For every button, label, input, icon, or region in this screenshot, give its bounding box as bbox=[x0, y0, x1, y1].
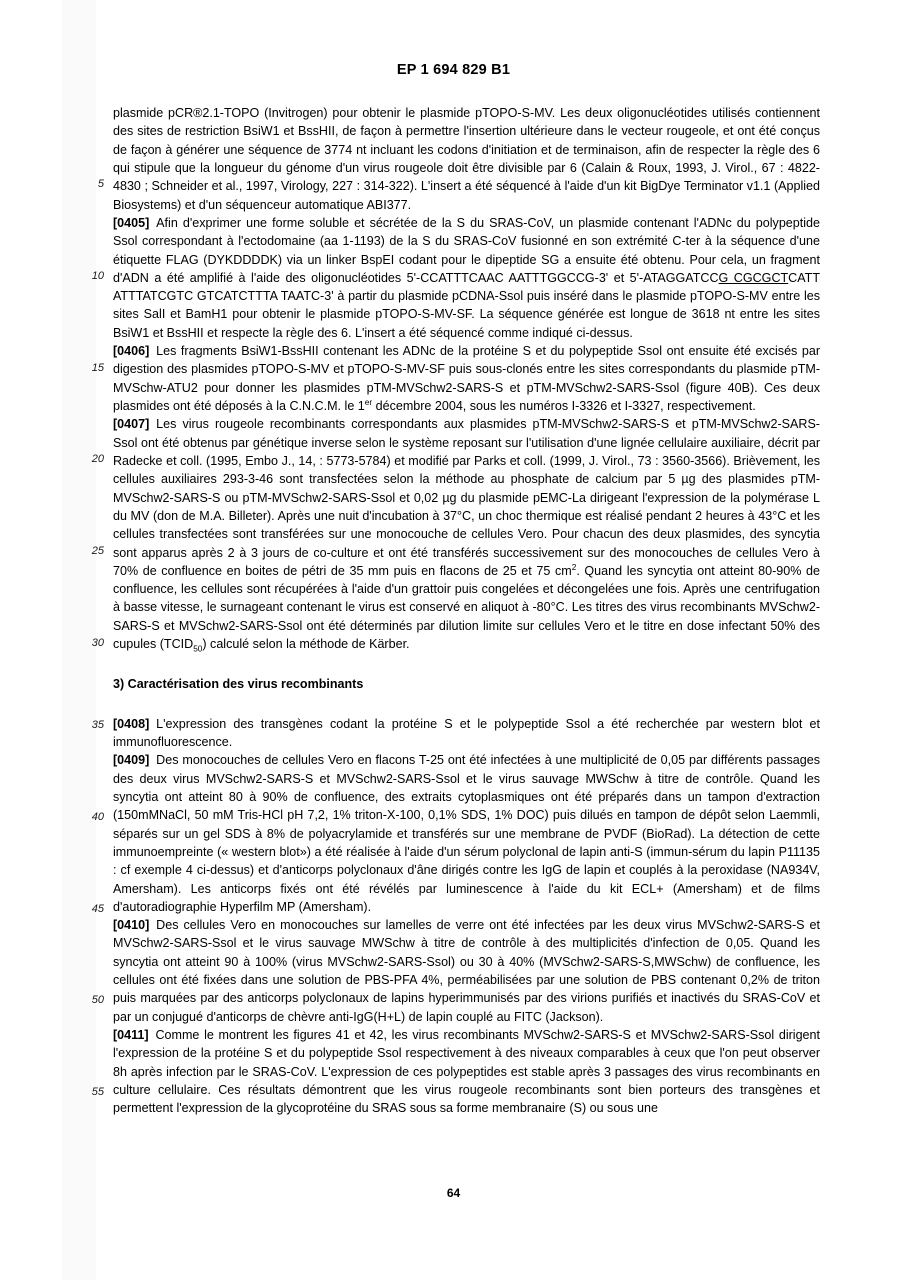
superscript-ordinal: er bbox=[364, 397, 373, 407]
spacer bbox=[113, 694, 820, 715]
line-number-15: 15 bbox=[91, 362, 104, 374]
paragraph-0410 bbox=[113, 916, 820, 1026]
line-number-35: 35 bbox=[91, 719, 104, 731]
paragraph-text: Comme le montrent les figures 41 et 42, les virus recombinants MVSchw2-SARS-S et MVSchw2-SARS-Ssol dirigent l'expression de la protéine S et du polypeptide Ssol respectivement à des niveaux comparables à ceux que l'on peut observer 8h après infection par le SRAS-CoV. L'expression de ces polypeptides est stable après 3 passages des virus recombinants en culture cellulaire. Ces résultats démontrent que les virus rougeole recombinants sont bien porteurs des transgènes et permettent l'expression de la glycoprotéine du SRAS sous sa forme membranaire (S) ou sous une bbox=[113, 1028, 820, 1116]
page-header bbox=[0, 62, 907, 78]
line-number-55: 55 bbox=[91, 1086, 104, 1098]
line-number-45: 45 bbox=[91, 903, 104, 915]
paragraph-text-after-underline: CATT ATTTATCGTC GTCATCTTTA TAATC-3' à partir du plasmide pCDNA-Ssol puis inséré dans le plasmide pTOPO-S-MV entre les sites SalI et BamH1 pour obtenir le plasmide pTOPO-S-MV-SF. La séquence générée est longue de 3618 nt entre les sites BsiW1 et BssHII et respecte la règle des 6. L'insert a été séquencé comme indiqué ci-dessus. bbox=[113, 270, 820, 340]
paragraph-number: [0407] bbox=[113, 417, 150, 432]
header-title: EP 1 694 829 B1 bbox=[396, 62, 511, 78]
paragraph-text: Des cellules Vero en monocouches sur lamelles de verre ont été infectées par les deux virus MVSchw2-SARS-S et MVSchw2-SARS-Ssol et le virus sauvage MWSchw à titre de contrôle à des multiplicités d'infection de 0,05. Quand les syncytia ont atteint 90 à 100% (virus MVSchw2-SARS-Ssol) ou 30 à 40% (MVSchw2-SARS-S,MWSchw) de confluence, les cellules ont été fixées dans une solution de PBS-PFA 4%, perméabilisées par une solution de PBS contenant 0,2% de triton puis marquées par des anticorps polyclonaux de lapins hyperimmunisés par des virions purifiés et inactivés du SRAS-CoV et par un conjugué d'anticorps de chèvre anti-IgG(H+L) de lapin couplé au FITC (Jackson). bbox=[113, 918, 820, 1024]
line-number-10: 10 bbox=[91, 270, 104, 282]
section-heading: 3) Caractérisation des virus recombinants bbox=[113, 677, 364, 692]
paragraph-number: [0409] bbox=[113, 753, 150, 768]
paragraph-0406 bbox=[113, 342, 820, 415]
line-number-30: 30 bbox=[91, 637, 104, 649]
paragraph-text-c: ) calculé selon la méthode de Kärber. bbox=[202, 637, 410, 652]
line-number-50: 50 bbox=[91, 994, 104, 1006]
paragraph-number: [0406] bbox=[113, 344, 150, 359]
paragraph-text: L'expression des transgènes codant la protéine S et le polypeptide Ssol a été recherchée par western blot et immunofluorescence. bbox=[113, 716, 820, 749]
line-number-40: 40 bbox=[91, 811, 104, 823]
paragraph-text-a: Les virus rougeole recombinants correspondants aux plasmides pTM-MVSchw2-SARS-S et pTM-MVSchw2-SARS-Ssol ont été obtenus par génétique inverse selon le système reposant sur l'utilisation d'une lignée cellulaire auxiliaire, décrit par Radecke et coll. (1995, Embo J., 14, : 5773-5784) et modifié par Parks et coll. (1999, J. Virol., 73 : 3560-3566). Brièvement, les cellules auxiliaires 293-3-46 sont transfectées selon la méthode au phosphate de calcium par 5 µg des plasmides pTM-MVSchw2-SARS-S ou pTM-MVSchw2-SARS-Ssol et 0,02 µg du plasmide pEMC-La dirigeant l'expression de la polymérase L du MV (don de M.A. Billeter). Après une nuit d'incubation à 37°C, un choc thermique est réalisé pendant 2 heures à 43°C et les cellules transfectées sont transférées sur une monocouche de cellules Vero. Pour chacun des deux plasmides, des syncytia sont apparus après 2 à 3 jours de co-culture et ont été transférés successivement sur des monocouches de cellules Vero à 70% de confluence en boites de pétri de 35 mm puis en flacons de 25 et 75 cm bbox=[113, 417, 820, 578]
underlined-restriction-site: G CGCGCT bbox=[718, 270, 789, 285]
spacer bbox=[113, 653, 820, 675]
document-body bbox=[113, 104, 820, 1118]
paragraph-0411 bbox=[113, 1026, 820, 1118]
paragraph-number: [0411] bbox=[113, 1028, 149, 1042]
paragraph-0405 bbox=[113, 214, 820, 342]
paragraph-0409 bbox=[113, 751, 820, 916]
paragraph-number: [0405] bbox=[113, 215, 150, 230]
line-number-column bbox=[62, 104, 104, 1164]
paragraph-0408 bbox=[113, 715, 820, 752]
paragraph-text: Des monocouches de cellules Vero en flacons T-25 ont été infectées à une multiplicité de 0,05 par différents passages des deux virus MVSchw2-SARS-S et MVSchw2-SARS-Ssol et le virus sauvage MWSchw à titre de contrôle. Quand les syncytia ont atteint 80 à 90% de confluence, des extraits cytoplasmiques ont été préparés dans un tampon d'extraction (150mMNaCl, 50 mM Tris-HCl pH 7,2, 1% triton-X-100, 0,1% SDS, 1% DOC) puis dilués en tampon de dépôt selon Laemmli, séparés sur un gel SDS à 8% de polyacrylamide et transférés sur une membrane de PVDF (BioRad). La détection de cette immunoempreinte (« western blot») a été réalisée à l'aide d'un sérum polyclonal de lapin anti-S (immun-sérum du lapin P11135 : cf exemple 4 ci-dessus) et d'anticorps polyclonaux d'âne dirigés contre les IgG de lapin et couplés à la peroxidase (NA934V, Amersham). Les anticorps fixés ont été révélés par luminescence à l'aide du kit ECL+ (Amersham) et de films d'autoradiographie Hyperfilm MP (Amersham). bbox=[113, 753, 820, 914]
paragraph-number: [0410] bbox=[113, 918, 150, 933]
paragraph-text-b: décembre 2004, sous les numéros I-3326 et I-3327, respectivement. bbox=[372, 399, 756, 413]
paragraph-0407 bbox=[113, 415, 820, 653]
page-number: 64 bbox=[446, 1186, 461, 1200]
superscript-square: 2 bbox=[571, 562, 577, 572]
paragraph-text-a: Les fragments BsiW1-BssHII contenant les ADNc de la protéine S et du polypeptide Ssol ont ensuite été excisés par digestion des plasmides pTOPO-S-MV et pTOPO-S-MV-SF puis sous-clonés entre les sites correspondants du plasmide pTM-MVSchw-ATU2 pour donner les plasmides pTM-MVSchw2-SARS-S et pTM-MVSchw2-SARS-Ssol (figure 40B). Ces deux plasmides ont été déposés à la C.N.C.M. le 1 bbox=[113, 344, 820, 413]
paragraph-text-b: . Quand les syncytia ont atteint 80-90% de confluence, les cellules sont récupérées à l'aide d'un grattoir puis congelées et décongelées une fois. Après une centrifugation à basse vitesse, le surnageant contenant le virus est conservé en aliquot à -80°C. Les titres des virus recombinants MVSchw2-SARS-S et MVSchw2-SARS-Ssol ont été déterminés par dilution limite sur cellules Vero et le titre en dose infectant 50% des cupules (TCID bbox=[113, 563, 820, 652]
paragraph-text: plasmide pCR®2.1-TOPO (Invitrogen) pour obtenir le plasmide pTOPO-S-MV. Les deux oligonucléotides utilisés contiennent des sites de restriction BsiW1 et BssHII, de façon à permettre l'insertion ultérieure dans le vecteur rougeole, et ont été conçus de façon à générer une séquence de 3774 nt incluant les codons d'initiation et de terminaison, afin de respecter la règle des 6 qui stipule que la longueur du génome d'un virus rougeole doit être divisible par 6 (Calain & Roux, 1993, J. Virol., 67 : 4822-4830 ; Schneider et al., 1997, Virology, 227 : 314-322). L'insert a été séquencé à l'aide d'un kit BigDye Terminator v1.1 (Applied Biosystems) et d'un séquenceur automatique ABI377. bbox=[113, 106, 820, 212]
paragraph-text-before-underline: Afin d'exprimer une forme soluble et sécrétée de la S du SRAS-CoV, un plasmide contenant l'ADNc du polypeptide Ssol correspondant à l'ectodomaine (aa 1-1193) de la S du SRAS-CoV fusionné en son extrémité C-ter à la séquence d'une étiquette FLAG (DYKDDDDK) via un linker BspEI codant pour le dipeptide SG a ensuite été obtenu. Pour cela, un fragment d'ADN a été amplifié à l'aide des oligonucléotides 5'-CCATTTCAAC AATTTGGCCG-3' et 5'-ATAGGATCC bbox=[113, 215, 820, 285]
page-footer bbox=[0, 1186, 907, 1200]
subscript-50: 50 bbox=[193, 644, 203, 654]
line-number-25: 25 bbox=[91, 545, 104, 557]
line-number-5: 5 bbox=[97, 178, 104, 190]
paragraph-continuation bbox=[113, 104, 820, 214]
line-number-20: 20 bbox=[91, 453, 104, 465]
paragraph-number: [0408] bbox=[113, 716, 150, 731]
